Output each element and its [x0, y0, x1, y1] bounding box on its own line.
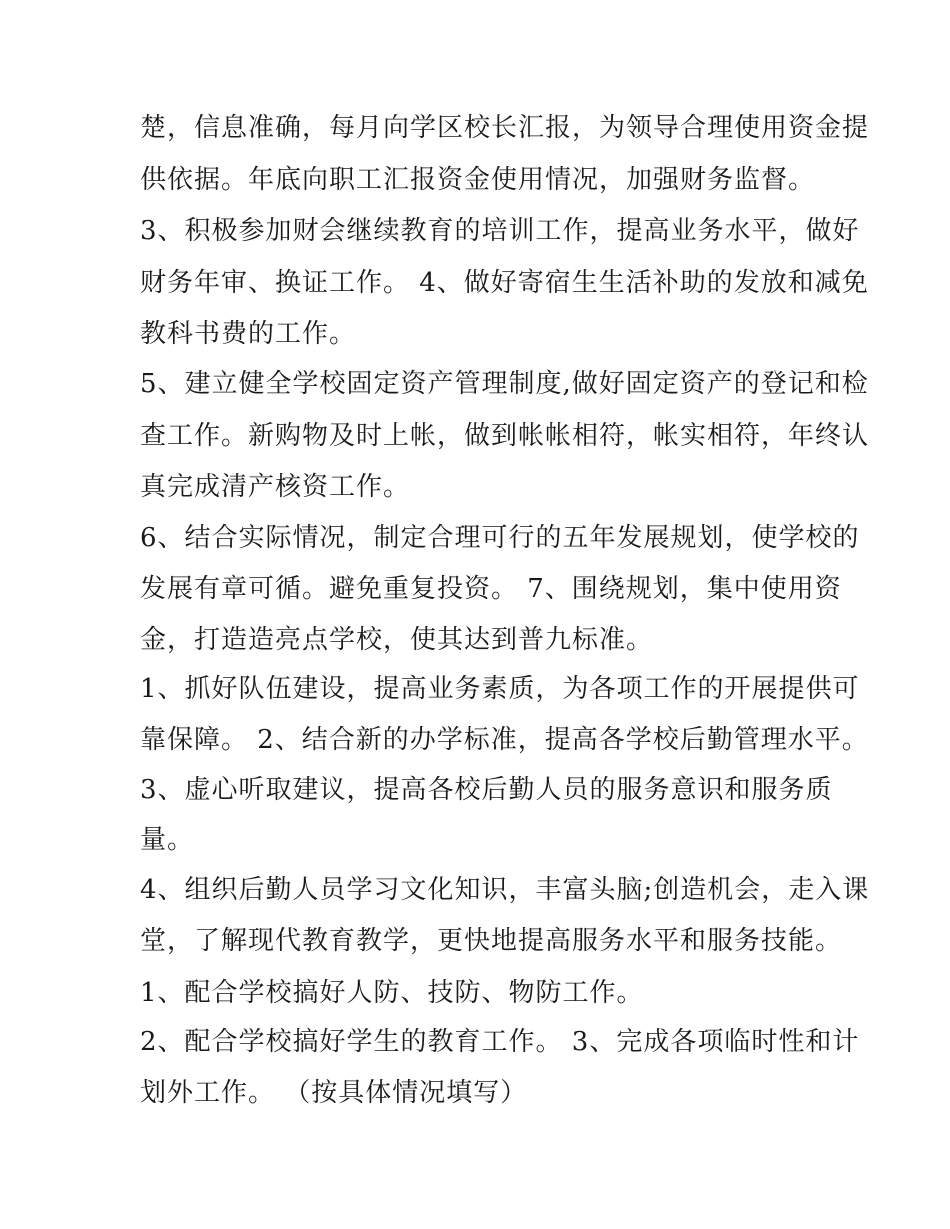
text-line: 4、组织后勤人员学习文化知识，丰富头脑;创造机会，走入课: [140, 875, 870, 905]
text-line: 堂，了解现代教育教学，更快地提高服务水平和服务技能。: [140, 926, 843, 956]
text-line: 5、建立健全学校固定资产管理制度,做好固定资产的登记和检: [140, 369, 869, 399]
text-line: 3、虚心听取建议，提高各校后勤人员的服务意识和服务质: [140, 775, 833, 805]
text-line: 靠保障。 2、结合新的办学标准，提高各学校后勤管理水平。: [140, 725, 869, 755]
text-line: 划外工作。 （按具体情况填写）: [140, 1078, 528, 1108]
text-line: 6、结合实际情况，制定合理可行的五年发展规划，使学校的: [140, 523, 860, 553]
text-line: 财务年审、换证工作。 4、做好寄宿生生活补助的发放和减免: [140, 268, 869, 298]
text-line: 2、配合学校搞好学生的教育工作。 3、完成各项临时性和计: [140, 1027, 860, 1057]
text-line: 楚，信息准确，每月向学区校长汇报，为领导合理使用资金提: [140, 113, 870, 143]
text-line: 3、积极参加财会继续教育的培训工作，提高业务水平，做好: [140, 216, 860, 246]
text-line: 供依据。年底向职工汇报资金使用情况，加强财务监督。: [140, 165, 816, 195]
text-line: 查工作。新购物及时上帐，做到帐帐相符，帐实相符，年终认: [140, 421, 870, 451]
text-line: 金，打造造亮点学校，使其达到普九标准。: [140, 625, 654, 655]
text-line: 量。: [140, 825, 195, 855]
text-line: 1、抓好队伍建设，提高业务素质，为各项工作的开展提供可: [140, 674, 860, 704]
text-line: 发展有章可循。避免重复投资。 7、围绕规划，集中使用资: [140, 574, 842, 604]
text-line: 真完成清产核资工作。: [140, 472, 411, 502]
text-line: 1、配合学校搞好人防、技防、物防工作。: [140, 978, 644, 1008]
text-line: 教科书费的工作。: [140, 319, 357, 349]
